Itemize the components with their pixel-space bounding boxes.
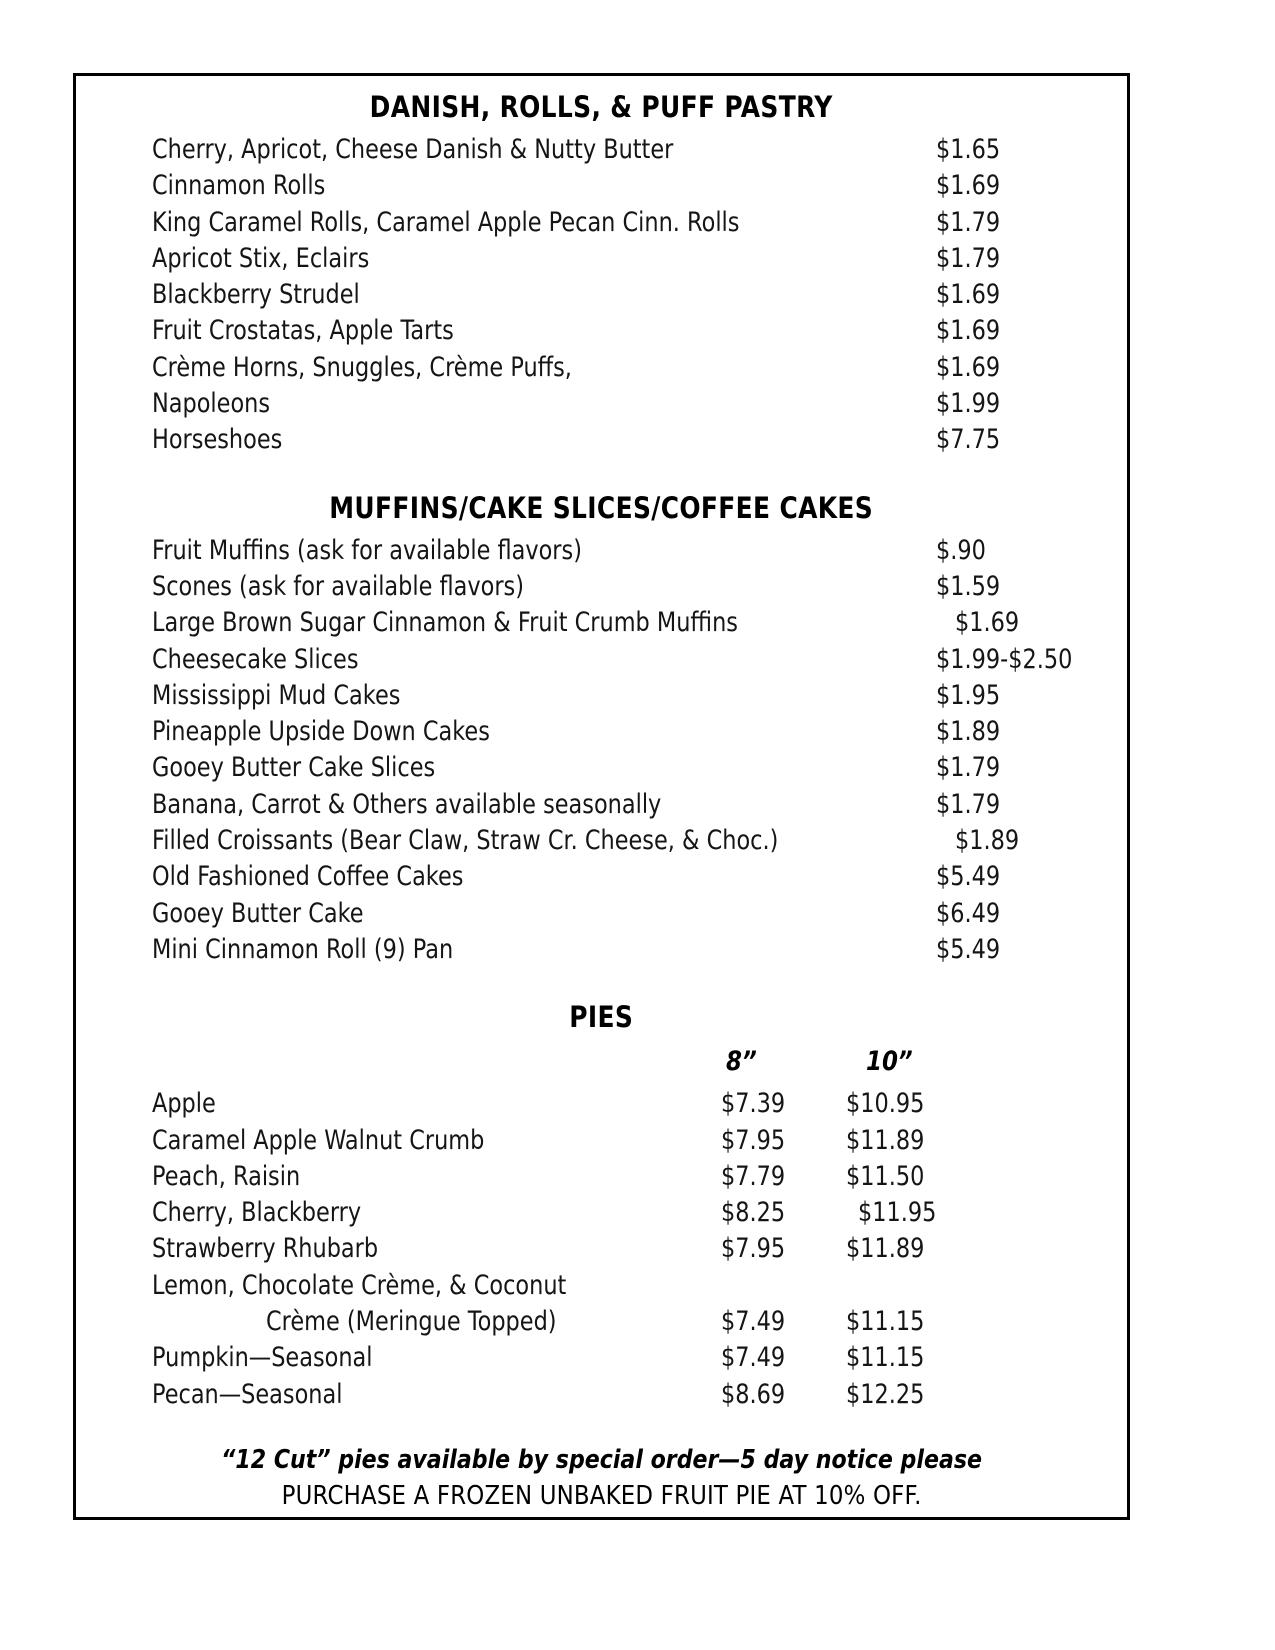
menu-item-row xyxy=(76,680,1127,716)
section-heading-danish-text: DANISH, ROLLS, & PUFF PASTRY xyxy=(370,90,833,124)
item-name: Gooey Butter Cake xyxy=(152,897,364,929)
pie-price-10in: $11.50 xyxy=(846,1160,925,1192)
item-name: Cherry, Apricot, Cheese Danish & Nutty Butter xyxy=(152,134,674,165)
pie-price-8in: $7.49 xyxy=(721,1306,786,1338)
menu-item-row xyxy=(76,752,1127,788)
pie-name: Crème (Meringue Topped) xyxy=(266,1306,557,1338)
pie-name: Cherry, Blackberry xyxy=(152,1197,362,1229)
item-price: $1.95 xyxy=(936,679,1001,711)
item-name: Scones (ask for available flavors) xyxy=(152,570,524,602)
pie-row xyxy=(76,1306,1127,1342)
item-price: $1.99-$2.50 xyxy=(936,643,1073,675)
section-heading-pies-text: PIES xyxy=(569,1000,634,1035)
menu-item-row xyxy=(76,279,1127,315)
item-price: $5.49 xyxy=(936,861,1001,893)
item-name: Gooey Butter Cake Slices xyxy=(152,752,436,784)
item-name: Horseshoes xyxy=(152,424,283,456)
menu-item-row xyxy=(76,424,1127,460)
pie-name: Pumpkin—Seasonal xyxy=(152,1342,373,1374)
pie-name: Pecan—Seasonal xyxy=(152,1378,343,1410)
pie-price-10in: $11.15 xyxy=(846,1342,925,1374)
pie-row xyxy=(76,1197,1127,1233)
menu-item-row xyxy=(76,571,1127,607)
section-gap xyxy=(76,970,1127,1000)
section-list-pies xyxy=(76,1088,1127,1415)
pie-price-8in: $8.25 xyxy=(721,1197,786,1229)
menu-item-row xyxy=(76,898,1127,934)
item-name: Cinnamon Rolls xyxy=(152,170,326,202)
pie-price-10in: $11.89 xyxy=(846,1124,925,1156)
item-name: Fruit Crostatas, Apple Tarts xyxy=(152,315,454,347)
item-price: $1.79 xyxy=(936,752,1001,784)
item-name: Crème Horns, Snuggles, Crème Puffs, xyxy=(152,351,572,383)
item-name: Fruit Muffins (ask for available flavors) xyxy=(152,534,582,566)
pie-price-10in: $11.15 xyxy=(846,1306,925,1338)
item-price: $1.69 xyxy=(936,170,1001,202)
pie-price-10in: $12.25 xyxy=(846,1378,925,1410)
item-price: $1.65 xyxy=(936,134,1001,165)
pie-price-10in: $11.89 xyxy=(846,1233,925,1265)
menu-item-row xyxy=(76,315,1127,351)
menu-item-row xyxy=(76,388,1127,424)
pies-col-8in-label: 8” xyxy=(726,1046,757,1078)
pie-price-8in: $7.39 xyxy=(721,1088,786,1120)
item-name: Napoleons xyxy=(152,388,271,420)
pie-row xyxy=(76,1161,1127,1197)
item-price: $1.69 xyxy=(936,351,1001,383)
menu-item-row xyxy=(76,825,1127,861)
item-name: Mini Cinnamon Roll (9) Pan xyxy=(152,933,454,965)
section-list-danish xyxy=(76,134,1127,461)
pie-row xyxy=(76,1233,1127,1269)
item-name: Mississippi Mud Cakes xyxy=(152,679,401,711)
item-name: Filled Croissants (Bear Claw, Straw Cr. Cheese, & Choc.) xyxy=(152,825,779,857)
footer-special-order-note xyxy=(76,1445,1127,1475)
pie-price-10in: $10.95 xyxy=(846,1088,925,1120)
item-price: $1.79 xyxy=(936,206,1001,238)
item-price: $1.79 xyxy=(936,788,1001,820)
menu-border-frame xyxy=(73,73,1130,1520)
section-heading-muffins-text: MUFFINS/CAKE SLICES/COFFEE CAKES xyxy=(329,490,874,525)
pie-price-8in: $7.79 xyxy=(721,1160,786,1192)
menu-item-row xyxy=(76,535,1127,571)
pie-row xyxy=(76,1270,1127,1306)
item-name: Blackberry Strudel xyxy=(152,279,360,311)
footer-frozen-pie-offer xyxy=(76,1481,1127,1511)
pie-row xyxy=(76,1342,1127,1378)
menu-item-row xyxy=(76,170,1127,206)
pie-name: Strawberry Rhubarb xyxy=(152,1233,379,1265)
item-name: Large Brown Sugar Cinnamon & Fruit Crumb Muffins xyxy=(152,607,738,639)
menu-item-row xyxy=(76,644,1127,680)
section-gap xyxy=(76,461,1127,491)
menu-item-row xyxy=(76,607,1127,643)
pie-price-8in: $7.49 xyxy=(721,1342,786,1374)
menu-item-row xyxy=(76,207,1127,243)
item-name: Apricot Stix, Eclairs xyxy=(152,242,370,274)
item-name: Old Fashioned Coffee Cakes xyxy=(152,861,464,893)
section-list-muffins xyxy=(76,535,1127,971)
item-price: $1.69 xyxy=(936,279,1001,311)
pie-price-8in: $7.95 xyxy=(721,1233,786,1265)
pie-price-10in: $11.95 xyxy=(858,1197,937,1229)
menu-item-row xyxy=(76,934,1127,970)
section-heading-pies xyxy=(76,1000,1127,1034)
pie-row xyxy=(76,1088,1127,1124)
item-price: $1.89 xyxy=(955,825,1020,857)
item-price: $.90 xyxy=(936,534,986,566)
pie-price-8in: $8.69 xyxy=(721,1378,786,1410)
menu-item-row xyxy=(76,243,1127,279)
pie-price-8in: $7.95 xyxy=(721,1124,786,1156)
pie-name: Lemon, Chocolate Crème, & Coconut xyxy=(152,1269,567,1301)
pie-name: Caramel Apple Walnut Crumb xyxy=(152,1124,485,1156)
menu-item-row xyxy=(76,716,1127,752)
menu-item-row xyxy=(76,861,1127,897)
menu-item-row xyxy=(76,352,1127,388)
item-price: $5.49 xyxy=(936,933,1001,965)
pies-col-10in-label: 10” xyxy=(866,1046,913,1078)
section-heading-muffins xyxy=(76,491,1127,525)
item-price: $1.79 xyxy=(936,242,1001,274)
item-price: $1.69 xyxy=(955,607,1020,639)
pie-row xyxy=(76,1379,1127,1415)
item-price: $6.49 xyxy=(936,897,1001,929)
footer-special-order-text: “12 Cut” pies available by special order—5 day notice please xyxy=(221,1444,982,1475)
footer-frozen-pie-text: PURCHASE A FROZEN UNBAKED FRUIT PIE AT 10% OFF. xyxy=(281,1480,922,1511)
pies-column-headers xyxy=(76,1046,1127,1086)
item-price: $1.59 xyxy=(936,570,1001,602)
pie-name: Peach, Raisin xyxy=(152,1160,301,1192)
menu-item-row xyxy=(76,789,1127,825)
item-price: $1.89 xyxy=(936,716,1001,748)
section-heading-danish xyxy=(76,90,1127,124)
item-name: King Caramel Rolls, Caramel Apple Pecan Cinn. Rolls xyxy=(152,206,740,238)
item-price: $1.99 xyxy=(936,388,1001,420)
pie-row xyxy=(76,1125,1127,1161)
pie-name: Apple xyxy=(152,1088,216,1120)
item-price: $1.69 xyxy=(936,315,1001,347)
item-price: $7.75 xyxy=(936,424,1001,456)
menu-item-row xyxy=(76,134,1127,170)
item-name: Banana, Carrot & Others available seasonally xyxy=(152,788,662,820)
item-name: Pineapple Upside Down Cakes xyxy=(152,716,490,748)
item-name: Cheesecake Slices xyxy=(152,643,359,675)
